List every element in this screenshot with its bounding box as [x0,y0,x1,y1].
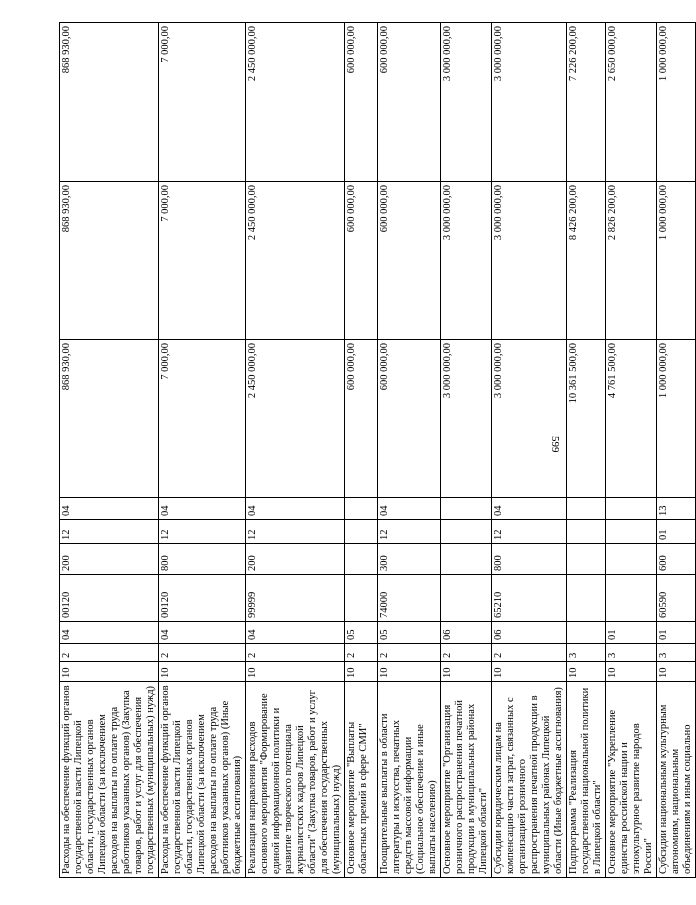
code-pp: 2 [59,644,158,662]
code-pp: 2 [491,644,566,662]
code-subsection [440,498,491,520]
code-subsection: 04 [158,498,245,520]
code-section: 12 [158,520,245,544]
row-description: Субсидии национальным культурным автономиям, национальным объединениям и иным социально [656,682,695,878]
amount-year-3: 600 000,00 [344,23,377,182]
code-subsection: 04 [491,498,566,520]
amount-year-3: 2 650 000,00 [605,23,656,182]
code-om: 06 [440,622,491,644]
code-expense-type: 800 [158,544,245,575]
code-expense-type: 200 [59,544,158,575]
code-pp: 3 [656,644,695,662]
row-description: Расходы на обеспечение функций органов государственной власти Липецкой области, государственных органов Липецкой области (за исключением расходов на выплаты по оплате труда работников указанных органов) (Иные бюджетные ассигнования) [158,682,245,878]
amount-year-3: 600 000,00 [377,23,440,182]
code-expense-type: 200 [245,544,344,575]
code-section [566,520,605,544]
code-gp: 10 [656,662,695,682]
amount-year-3: 3 000 000,00 [440,23,491,182]
amount-year-2: 600 000,00 [344,182,377,340]
amount-year-2: 8 426 200,00 [566,182,605,340]
code-direction: 99999 [245,575,344,622]
code-subsection [605,498,656,520]
row-description: Основное мероприятие "Организация розничного распространения печатной продукции в муниципальных районах Липецкой области" [440,682,491,878]
code-direction: 65210 [491,575,566,622]
amount-year-3: 868 930,00 [59,23,158,182]
amount-year-2: 3 000 000,00 [491,182,566,340]
code-section: 12 [491,520,566,544]
code-om: 01 [656,622,695,644]
code-pp: 3 [605,644,656,662]
code-pp: 3 [566,644,605,662]
code-expense-type: 600 [656,544,695,575]
code-gp: 10 [245,662,344,682]
amount-year-2: 3 000 000,00 [440,182,491,340]
row-description: Основное мероприятие "Выплаты областных премий в сфере СМИ" [344,682,377,878]
budget-table [59,22,696,878]
amount-year-1: 1 000 000,00 [656,340,695,498]
code-direction: 00120 [158,575,245,622]
code-gp: 10 [491,662,566,682]
code-gp: 10 [566,662,605,682]
code-om [566,622,605,644]
table-row [344,23,377,878]
code-direction: 60590 [656,575,695,622]
table-row [377,23,440,878]
code-pp: 2 [377,644,440,662]
code-direction: 00120 [59,575,158,622]
table-row [245,23,344,878]
code-pp: 2 [440,644,491,662]
code-om: 05 [344,622,377,644]
code-gp: 10 [605,662,656,682]
amount-year-3: 1 000 000,00 [656,23,695,182]
amount-year-3: 3 000 000,00 [491,23,566,182]
amount-year-2: 2 826 200,00 [605,182,656,340]
code-direction [566,575,605,622]
code-subsection: 04 [377,498,440,520]
row-description: Расходы на обеспечение функций органов государственной власти Липецкой области, государственных органов Липецкой области (за исключением расходов на выплаты по оплате труда работников указанных органов) (Закупка товаров, работ и услуг для обеспечения государственных (муниципальных) нужд) [59,682,158,878]
code-om: 04 [59,622,158,644]
amount-year-1: 600 000,00 [377,340,440,498]
code-expense-type: 300 [377,544,440,575]
amount-year-2: 868 930,00 [59,182,158,340]
code-subsection: 04 [59,498,158,520]
code-expense-type [344,544,377,575]
amount-year-1: 3 000 000,00 [440,340,491,498]
code-gp: 10 [344,662,377,682]
code-om: 06 [491,622,566,644]
code-om: 04 [158,622,245,644]
code-gp: 10 [158,662,245,682]
table-row [440,23,491,878]
code-section: 12 [59,520,158,544]
amount-year-1: 600 000,00 [344,340,377,498]
code-expense-type [440,544,491,575]
table-row [491,23,566,878]
code-pp: 2 [245,644,344,662]
code-expense-type: 800 [491,544,566,575]
code-section: 12 [377,520,440,544]
code-section [605,520,656,544]
amount-year-3: 2 450 000,00 [245,23,344,182]
amount-year-1: 868 930,00 [59,340,158,498]
code-pp: 2 [344,644,377,662]
table-row [59,23,158,878]
amount-year-2: 7 000,00 [158,182,245,340]
code-subsection [344,498,377,520]
row-description: Субсидии юридическим лицам на компенсацию части затрат, связанных с организацией розничного распространения печатной продукции в муниципальных районах Липецкой области (Иные бюджетные ассигнования) [491,682,566,878]
code-section [344,520,377,544]
code-gp: 10 [59,662,158,682]
table-row [656,23,695,878]
amount-year-2: 1 000 000,00 [656,182,695,340]
amount-year-3: 7 000,00 [158,23,245,182]
amount-year-3: 7 226 200,00 [566,23,605,182]
code-direction: 74000 [377,575,440,622]
code-section: 12 [245,520,344,544]
amount-year-1: 7 000,00 [158,340,245,498]
row-description: Основное мероприятие "Укрепление единства российской нации и этнокультурное развитие народов России" [605,682,656,878]
code-expense-type [566,544,605,575]
code-gp: 10 [440,662,491,682]
code-om: 04 [245,622,344,644]
amount-year-2: 600 000,00 [377,182,440,340]
code-subsection [566,498,605,520]
code-gp: 10 [377,662,440,682]
amount-year-1: 10 361 500,00 [566,340,605,498]
table-row [566,23,605,878]
amount-year-1: 2 450 000,00 [245,340,344,498]
code-expense-type [605,544,656,575]
code-section [440,520,491,544]
code-subsection: 13 [656,498,695,520]
code-direction [440,575,491,622]
code-direction [605,575,656,622]
amount-year-1: 3 000 000,00 [491,340,566,498]
row-description: Поощрительные выплаты в области литературы и искусства, печатных средств массовой информации (Социальное обеспечение и иные выплаты населению) [377,682,440,878]
page-number: 599 [549,436,561,453]
code-pp: 2 [158,644,245,662]
table-row [605,23,656,878]
code-section: 01 [656,520,695,544]
code-om: 05 [377,622,440,644]
table-row [158,23,245,878]
row-description: Подпрограмма "Реализация государственной национальной политики в Липецкой области" [566,682,605,878]
code-direction [344,575,377,622]
code-subsection: 04 [245,498,344,520]
row-description: Реализация направления расходов основного мероприятия "Формирование единой информационной политики и развитие творческого потенциала журналистских кадров Липецкой области" (Закупка товаров, работ и услуг для обеспечения государственных (муниципальных) нужд) [245,682,344,878]
code-om: 01 [605,622,656,644]
rotated-page-content [59,23,693,878]
amount-year-1: 4 761 500,00 [605,340,656,498]
amount-year-2: 2 450 000,00 [245,182,344,340]
